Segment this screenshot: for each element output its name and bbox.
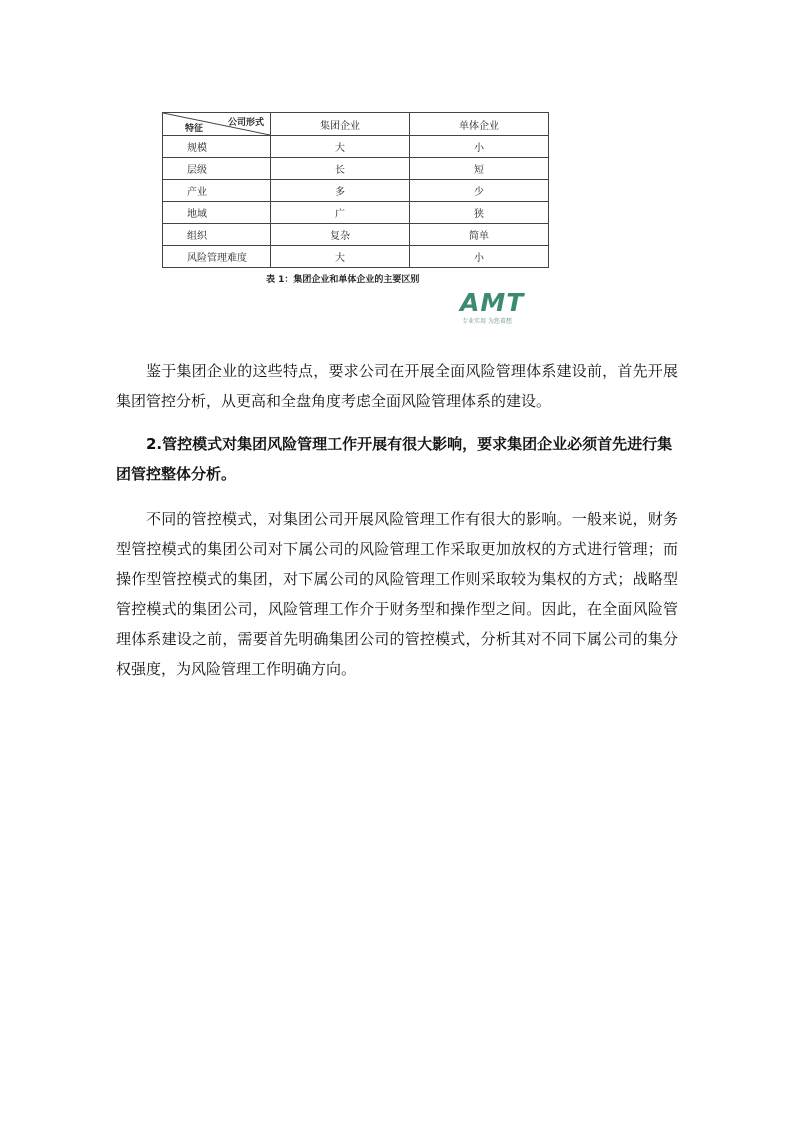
row-feature: 层级 xyxy=(163,158,271,180)
row-single-value: 少 xyxy=(410,180,549,202)
row-feature: 规模 xyxy=(163,136,271,158)
row-single-value: 小 xyxy=(410,246,549,268)
paragraph-intro: 鉴于集团企业的这些特点，要求公司在开展全面风险管理体系建设前，首先开展集团管控分析，从更高和全盘角度考虑全面风险管理体系的建设。 xyxy=(116,362,678,410)
row-group-value: 大 xyxy=(271,246,410,268)
table-row xyxy=(163,202,549,224)
row-group-value: 多 xyxy=(271,180,410,202)
header-feature: 特征 xyxy=(185,124,204,134)
row-single-value: 狭 xyxy=(410,202,549,224)
row-group-value: 复杂 xyxy=(271,224,410,246)
row-group-value: 大 xyxy=(271,136,410,158)
row-single-value: 短 xyxy=(410,158,549,180)
row-group-value: 长 xyxy=(271,158,410,180)
column-header-group: 集团企业 xyxy=(271,113,410,136)
table-row xyxy=(163,158,549,180)
row-feature: 产业 xyxy=(163,180,271,202)
table-row xyxy=(163,246,549,268)
row-single-value: 简单 xyxy=(410,224,549,246)
table-header-row xyxy=(163,113,549,136)
amt-logo xyxy=(460,290,540,328)
row-feature: 组织 xyxy=(163,224,271,246)
diagonal-header-cell xyxy=(163,113,271,136)
section-heading: 2.管控模式对集团风险管理工作开展有很大影响，要求集团企业必须首先进行集团管控整体分析。 xyxy=(116,435,673,483)
paragraph-control-modes: 不同的管控模式，对集团公司开展风险管理工作有很大的影响。一般来说，财务型管控模式的集团公司对下属公司的风险管理工作采取更加放权的方式进行管理；而操作型管控模式的集团，对下属公司的风险管理工作则采取较为集权的方式；战略型管控模式的集团公司，风险管理工作介于财务型和操作型之间。因此，在全面风险管理体系建设之前，需要首先明确集团公司的管控模式，分析其对不同下属公司的集分权强度，为风险管理工作明确方向。 xyxy=(116,510,678,678)
row-feature: 风险管理难度 xyxy=(163,246,271,268)
row-feature: 地域 xyxy=(163,202,271,224)
table-caption: 表 1：集团企业和单体企业的主要区别 xyxy=(266,275,420,285)
row-group-value: 广 xyxy=(271,202,410,224)
table-row xyxy=(163,224,549,246)
logo-slogan: 专业实用 为您着想 xyxy=(462,318,512,325)
column-header-single: 单体企业 xyxy=(410,113,549,136)
logo-mark: AMT xyxy=(460,288,525,317)
header-company-form: 公司形式 xyxy=(227,118,264,128)
table-row xyxy=(163,180,549,202)
comparison-table xyxy=(162,112,549,268)
row-single-value: 小 xyxy=(410,136,549,158)
table-row xyxy=(163,136,549,158)
